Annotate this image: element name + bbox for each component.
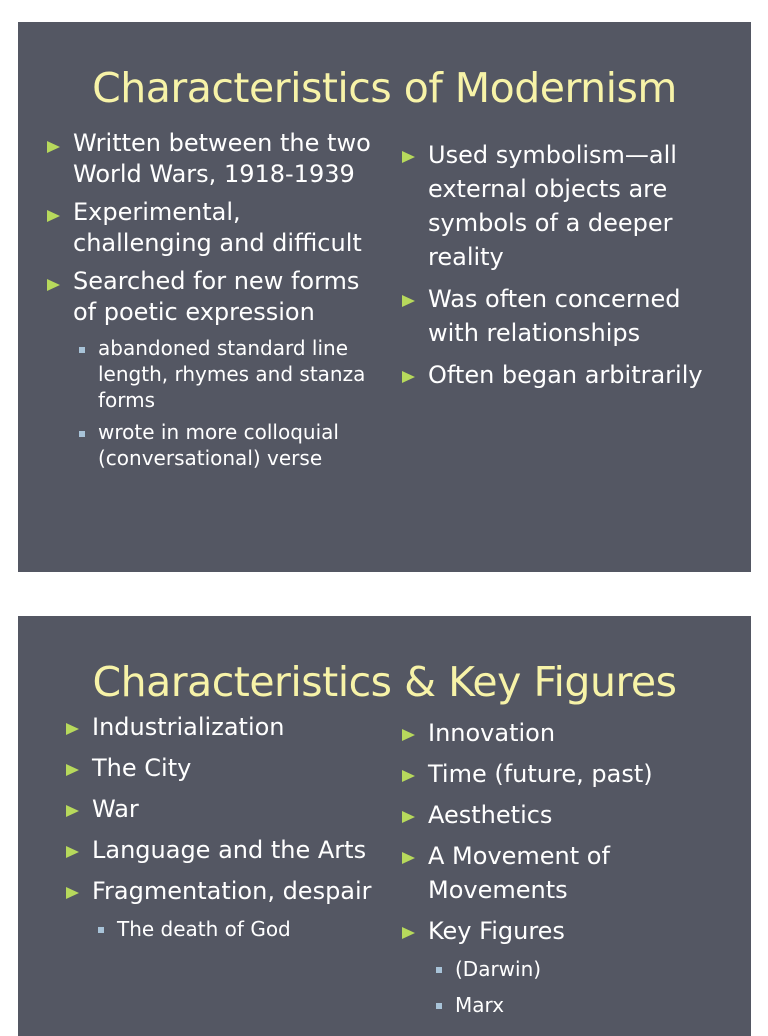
bullet-text: Innovation [428,719,556,747]
bullet-text: Written between the two World Wars, 1918-1939 [73,129,371,188]
bullet-item [398,757,728,791]
slide-characteristics-of-modernism [18,22,751,572]
bullet-item [43,128,383,190]
right-column [398,716,728,1027]
square-bullet-icon [436,1003,442,1009]
sub-bullet-item [398,955,728,983]
sub-bullet-text: The death of God [117,917,291,941]
arrow-bullet-icon [66,764,79,776]
arrow-bullet-icon [402,151,415,163]
sub-bullet-item [43,335,383,413]
left-column [43,128,383,477]
bullet-text: Often began arbitrarily [428,361,703,389]
square-bullet-icon [79,431,85,437]
bullet-text: Fragmentation, despair [92,877,372,905]
bullet-text: Industrialization [92,713,285,741]
arrow-bullet-icon [47,141,60,153]
arrow-bullet-icon [47,279,60,291]
arrow-bullet-icon [66,887,79,899]
arrow-bullet-icon [402,371,415,383]
sub-bullet-text: abandoned standard line length, rhymes and stanza forms [98,336,366,412]
bullet-item [43,197,383,259]
bullet-item [398,839,728,907]
bullet-item [398,716,728,750]
arrow-bullet-icon [402,295,415,307]
sub-bullet-item [398,991,728,1019]
bullet-item [398,914,728,948]
square-bullet-icon [436,967,442,973]
square-bullet-icon [98,927,104,933]
arrow-bullet-icon [66,805,79,817]
bullet-item [62,751,382,785]
bullet-item [62,874,382,908]
arrow-bullet-icon [402,852,415,864]
slide-title: Characteristics of Modernism [92,64,677,112]
arrow-bullet-icon [402,729,415,741]
arrow-bullet-icon [402,811,415,823]
left-column [62,710,382,951]
bullet-text: Language and the Arts [92,836,367,864]
bullet-item [398,282,728,350]
sub-bullet-text: wrote in more colloquial (conversational) verse [98,420,339,470]
bullet-item [398,798,728,832]
bullet-text: War [92,795,139,823]
bullet-item [62,792,382,826]
bullet-item [398,138,728,274]
bullet-text: Time (future, past) [428,760,653,788]
arrow-bullet-icon [66,723,79,735]
bullet-item [62,710,382,744]
sub-bullet-item [43,419,383,471]
bullet-text: Experimental, challenging and difficult [73,198,362,257]
sub-bullet-text: Marx [455,993,505,1017]
bullet-item [43,266,383,328]
bullet-item [62,833,382,867]
arrow-bullet-icon [66,846,79,858]
bullet-text: Key Figures [428,917,565,945]
sub-bullet-item [62,915,382,943]
arrow-bullet-icon [402,770,415,782]
bullet-text: Used symbolism—all external objects are symbols of a deeper reality [428,141,677,271]
arrow-bullet-icon [47,210,60,222]
bullet-text: Aesthetics [428,801,553,829]
square-bullet-icon [79,347,85,353]
bullet-text: Was often concerned with relationships [428,285,681,347]
bullet-text: A Movement of Movements [428,842,610,904]
slide-characteristics-key-figures [18,616,751,1036]
slide-title: Characteristics & Key Figures [92,658,677,706]
bullet-text: The City [92,754,192,782]
sub-bullet-text: (Darwin) [455,957,542,981]
bullet-item [398,358,728,392]
right-column [398,138,728,400]
arrow-bullet-icon [402,927,415,939]
bullet-text: Searched for new forms of poetic expression [73,267,360,326]
